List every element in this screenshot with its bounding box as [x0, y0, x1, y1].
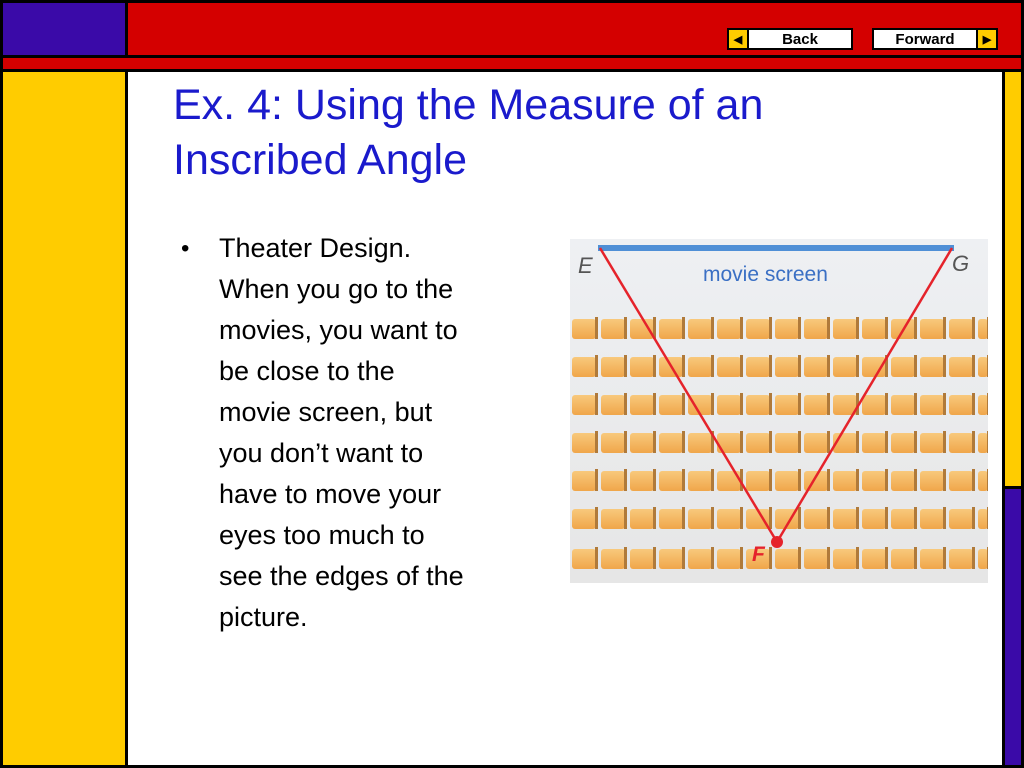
seat-armrest — [943, 431, 946, 453]
seat — [949, 509, 973, 529]
seat-armrest — [987, 469, 988, 491]
seat — [920, 433, 944, 453]
seat-armrest — [595, 507, 598, 529]
seat — [891, 509, 915, 529]
seat-armrest — [885, 431, 888, 453]
seat — [775, 471, 799, 491]
seat — [949, 471, 973, 491]
seat-armrest — [624, 317, 627, 339]
seat-armrest — [914, 547, 917, 569]
seat-armrest — [711, 469, 714, 491]
seat-armrest — [885, 547, 888, 569]
point-f-label: F — [752, 543, 765, 566]
seat — [601, 395, 625, 415]
seat — [601, 433, 625, 453]
seat — [630, 357, 654, 377]
seat-armrest — [624, 393, 627, 415]
seat-armrest — [624, 431, 627, 453]
seat-armrest — [740, 317, 743, 339]
seat — [717, 509, 741, 529]
seat — [775, 433, 799, 453]
point-e-label: E — [578, 253, 593, 278]
seat — [746, 433, 770, 453]
seat-armrest — [943, 507, 946, 529]
left-sidebar — [0, 69, 128, 768]
seat-armrest — [798, 507, 801, 529]
seat — [775, 357, 799, 377]
bullet-line: see the edges of the — [219, 561, 464, 591]
seat — [659, 319, 683, 339]
seat-armrest — [827, 469, 830, 491]
seat — [891, 395, 915, 415]
bullet-line: you don’t want to — [219, 438, 424, 468]
seat — [978, 433, 988, 453]
seat — [630, 395, 654, 415]
seat — [746, 357, 770, 377]
seat-armrest — [682, 469, 685, 491]
seat — [688, 509, 712, 529]
seat-armrest — [987, 393, 988, 415]
seat-armrest — [987, 507, 988, 529]
seat — [920, 357, 944, 377]
seat-armrest — [987, 547, 988, 569]
seat — [862, 471, 886, 491]
seat-armrest — [711, 355, 714, 377]
seat-armrest — [711, 547, 714, 569]
seat-armrest — [740, 431, 743, 453]
seat-armrest — [653, 431, 656, 453]
seat-armrest — [885, 317, 888, 339]
seat-armrest — [740, 547, 743, 569]
seat-armrest — [711, 317, 714, 339]
seat-armrest — [885, 507, 888, 529]
seat-armrest — [711, 507, 714, 529]
slide-title — [173, 78, 983, 188]
seat-armrest — [914, 469, 917, 491]
seat-armrest — [856, 547, 859, 569]
seat-armrest — [682, 355, 685, 377]
bullet-line: movies, you want to — [219, 315, 458, 345]
seat-armrest — [885, 393, 888, 415]
seat — [601, 471, 625, 491]
seat — [746, 471, 770, 491]
seat-armrest — [653, 547, 656, 569]
seat-armrest — [682, 393, 685, 415]
seat — [833, 357, 857, 377]
seat-armrest — [798, 317, 801, 339]
seat-armrest — [914, 317, 917, 339]
bullet-icon: • — [181, 235, 190, 262]
seat-armrest — [624, 355, 627, 377]
bullet-line: eyes too much to — [219, 520, 425, 550]
seat — [630, 549, 654, 569]
seat — [891, 357, 915, 377]
forward-button-label: Forward — [895, 30, 955, 48]
seat — [949, 433, 973, 453]
seat-armrest — [595, 469, 598, 491]
bullet-line: Theater Design. — [219, 233, 412, 263]
seat — [601, 549, 625, 569]
back-button[interactable] — [727, 28, 853, 50]
seat — [804, 395, 828, 415]
seat — [572, 549, 596, 569]
seat — [630, 319, 654, 339]
right-sidebar-top — [1002, 69, 1024, 489]
seat — [775, 395, 799, 415]
seat — [746, 395, 770, 415]
seat-armrest — [769, 317, 772, 339]
seat-armrest — [769, 547, 772, 569]
seat-armrest — [972, 507, 975, 529]
seat — [920, 319, 944, 339]
triangle-left-icon: ◀ — [729, 30, 749, 48]
seat-armrest — [914, 431, 917, 453]
seat-armrest — [972, 355, 975, 377]
seat-armrest — [769, 355, 772, 377]
seat-armrest — [653, 469, 656, 491]
seat-armrest — [769, 469, 772, 491]
seat — [920, 509, 944, 529]
back-button-label: Back — [782, 30, 818, 48]
seat-armrest — [682, 431, 685, 453]
seat — [891, 549, 915, 569]
seat — [862, 509, 886, 529]
seat — [804, 509, 828, 529]
seat — [572, 319, 596, 339]
seat — [978, 471, 988, 491]
bullet-text — [219, 228, 541, 638]
theater-diagram — [570, 239, 988, 583]
seat — [659, 395, 683, 415]
seat-armrest — [827, 547, 830, 569]
seat-armrest — [943, 393, 946, 415]
seat-armrest — [653, 393, 656, 415]
seat-armrest — [798, 355, 801, 377]
seat — [688, 471, 712, 491]
bullet-line: movie screen, but — [219, 397, 433, 427]
seat-armrest — [943, 317, 946, 339]
seat — [717, 357, 741, 377]
seat — [659, 549, 683, 569]
seat-armrest — [972, 547, 975, 569]
seat — [862, 395, 886, 415]
seat-armrest — [798, 547, 801, 569]
seat-armrest — [595, 393, 598, 415]
seat — [572, 471, 596, 491]
seat — [688, 433, 712, 453]
seat — [804, 357, 828, 377]
seat — [572, 433, 596, 453]
seat — [833, 509, 857, 529]
seat-armrest — [827, 431, 830, 453]
seat-armrest — [885, 469, 888, 491]
seat — [920, 471, 944, 491]
seat-armrest — [769, 393, 772, 415]
seat — [572, 357, 596, 377]
seat — [659, 509, 683, 529]
seat — [630, 471, 654, 491]
seat — [949, 549, 973, 569]
seat-armrest — [740, 393, 743, 415]
seat-armrest — [624, 469, 627, 491]
seat — [717, 549, 741, 569]
seat-armrest — [653, 507, 656, 529]
seat-armrest — [856, 317, 859, 339]
seat-armrest — [972, 431, 975, 453]
seat-armrest — [827, 355, 830, 377]
seat-armrest — [769, 507, 772, 529]
seat-armrest — [682, 507, 685, 529]
seat — [717, 319, 741, 339]
point-g-label: G — [952, 251, 970, 276]
seat-armrest — [972, 469, 975, 491]
seat — [688, 549, 712, 569]
seat — [804, 471, 828, 491]
bullet-line: picture. — [219, 602, 308, 632]
seat — [688, 357, 712, 377]
seat-armrest — [943, 355, 946, 377]
seat — [804, 549, 828, 569]
bullet-item — [181, 228, 541, 638]
seat-armrest — [972, 393, 975, 415]
seat — [920, 395, 944, 415]
seat-armrest — [711, 393, 714, 415]
seat — [717, 395, 741, 415]
seat — [688, 319, 712, 339]
seat — [949, 395, 973, 415]
seat — [978, 319, 988, 339]
seat-armrest — [856, 507, 859, 529]
seat — [978, 395, 988, 415]
seat — [572, 509, 596, 529]
seat-armrest — [595, 547, 598, 569]
seat — [630, 433, 654, 453]
seat — [978, 549, 988, 569]
seat — [833, 471, 857, 491]
seat — [949, 357, 973, 377]
seat — [746, 319, 770, 339]
seat — [949, 319, 973, 339]
triangle-right-icon: ▶ — [976, 30, 996, 48]
seat — [833, 319, 857, 339]
seat — [891, 433, 915, 453]
point-f-dot — [771, 536, 783, 548]
seat — [572, 395, 596, 415]
seat-armrest — [943, 547, 946, 569]
seat-armrest — [856, 355, 859, 377]
seat-armrest — [827, 317, 830, 339]
seat-armrest — [682, 547, 685, 569]
seat-armrest — [798, 431, 801, 453]
bullet-line: have to move your — [219, 479, 442, 509]
bullet-line: be close to the — [219, 356, 395, 386]
seat — [920, 549, 944, 569]
seat — [891, 471, 915, 491]
seat-armrest — [682, 317, 685, 339]
seat-armrest — [624, 547, 627, 569]
seat — [659, 433, 683, 453]
slide-title-line-1: Ex. 4: Using the Measure of an — [173, 81, 764, 129]
seat-armrest — [798, 469, 801, 491]
slide-title-line-2: Inscribed Angle — [173, 136, 468, 184]
movie-screen-label: movie screen — [703, 263, 828, 286]
seat — [978, 509, 988, 529]
seat — [601, 319, 625, 339]
seat-armrest — [740, 355, 743, 377]
seat — [804, 319, 828, 339]
seat-armrest — [856, 469, 859, 491]
seat-armrest — [827, 507, 830, 529]
seat — [804, 433, 828, 453]
bullet-line: When you go to the — [219, 274, 454, 304]
seat — [862, 319, 886, 339]
seat-armrest — [653, 355, 656, 377]
seat-armrest — [972, 317, 975, 339]
seat — [862, 549, 886, 569]
seat-armrest — [740, 507, 743, 529]
seat-armrest — [914, 507, 917, 529]
seat-armrest — [827, 393, 830, 415]
corner-block-top-left — [0, 0, 128, 58]
seat — [978, 357, 988, 377]
seat — [601, 357, 625, 377]
seat-armrest — [798, 393, 801, 415]
seat — [775, 549, 799, 569]
right-sidebar-bottom — [1002, 486, 1024, 768]
seat — [775, 319, 799, 339]
seat-armrest — [624, 507, 627, 529]
seat — [659, 471, 683, 491]
seat-armrest — [856, 431, 859, 453]
seat-armrest — [987, 317, 988, 339]
movie-screen-bar — [598, 245, 954, 251]
seat-armrest — [914, 355, 917, 377]
seat-armrest — [595, 431, 598, 453]
forward-button[interactable] — [872, 28, 998, 50]
seat-armrest — [943, 469, 946, 491]
seat — [862, 433, 886, 453]
seat — [601, 509, 625, 529]
seat-armrest — [987, 431, 988, 453]
seat-armrest — [987, 355, 988, 377]
seat — [833, 549, 857, 569]
seat — [630, 509, 654, 529]
theater-diagram-svg — [570, 239, 988, 583]
seat-armrest — [595, 355, 598, 377]
seat-armrest — [595, 317, 598, 339]
seat-armrest — [769, 431, 772, 453]
seat-armrest — [914, 393, 917, 415]
